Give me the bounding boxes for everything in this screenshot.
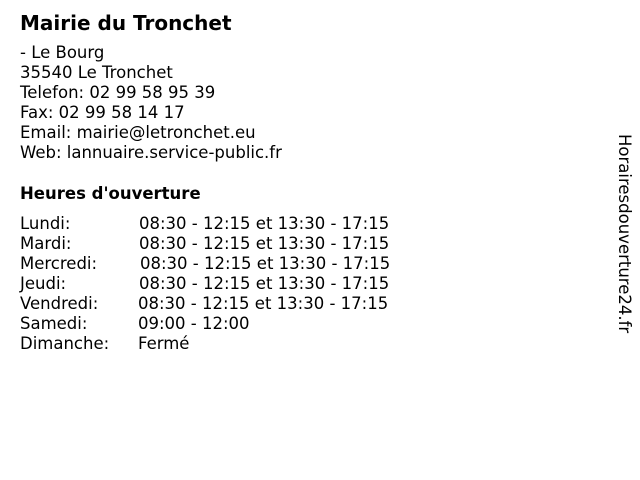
time-value: 08:30 - 12:15 et 13:30 - 17:15 [139,274,390,293]
site-watermark: Horairesdouverture24.fr [615,134,634,334]
time-value: 09:00 - 12:00 [138,314,250,333]
time-value: 08:30 - 12:15 et 13:30 - 17:15 [140,254,391,273]
page-title: Mairie du Tronchet [20,11,232,35]
day-label: Jeudi: [20,274,67,293]
fax-number: Fax: 02 99 58 14 17 [20,103,185,122]
address-street: - Le Bourg [20,43,105,62]
hours-heading: Heures d'ouverture [20,184,201,203]
phone-number: Telefon: 02 99 58 95 39 [20,83,216,102]
day-label: Dimanche: [20,334,110,353]
email-address: Email: mairie@letronchet.eu [20,123,256,142]
day-label: Vendredi: [20,294,99,313]
time-value: Fermé [138,334,190,353]
time-value: 08:30 - 12:15 et 13:30 - 17:15 [139,214,390,233]
day-label: Mercredi: [20,254,98,273]
day-label: Mardi: [20,234,72,253]
time-value: 08:30 - 12:15 et 13:30 - 17:15 [138,294,389,313]
day-label: Lundi: [20,214,71,233]
address-city: 35540 Le Tronchet [20,63,173,82]
website: Web: lannuaire.service-public.fr [20,143,282,162]
address-block [20,43,282,163]
day-label: Samedi: [20,314,88,333]
time-value: 08:30 - 12:15 et 13:30 - 17:15 [139,234,390,253]
